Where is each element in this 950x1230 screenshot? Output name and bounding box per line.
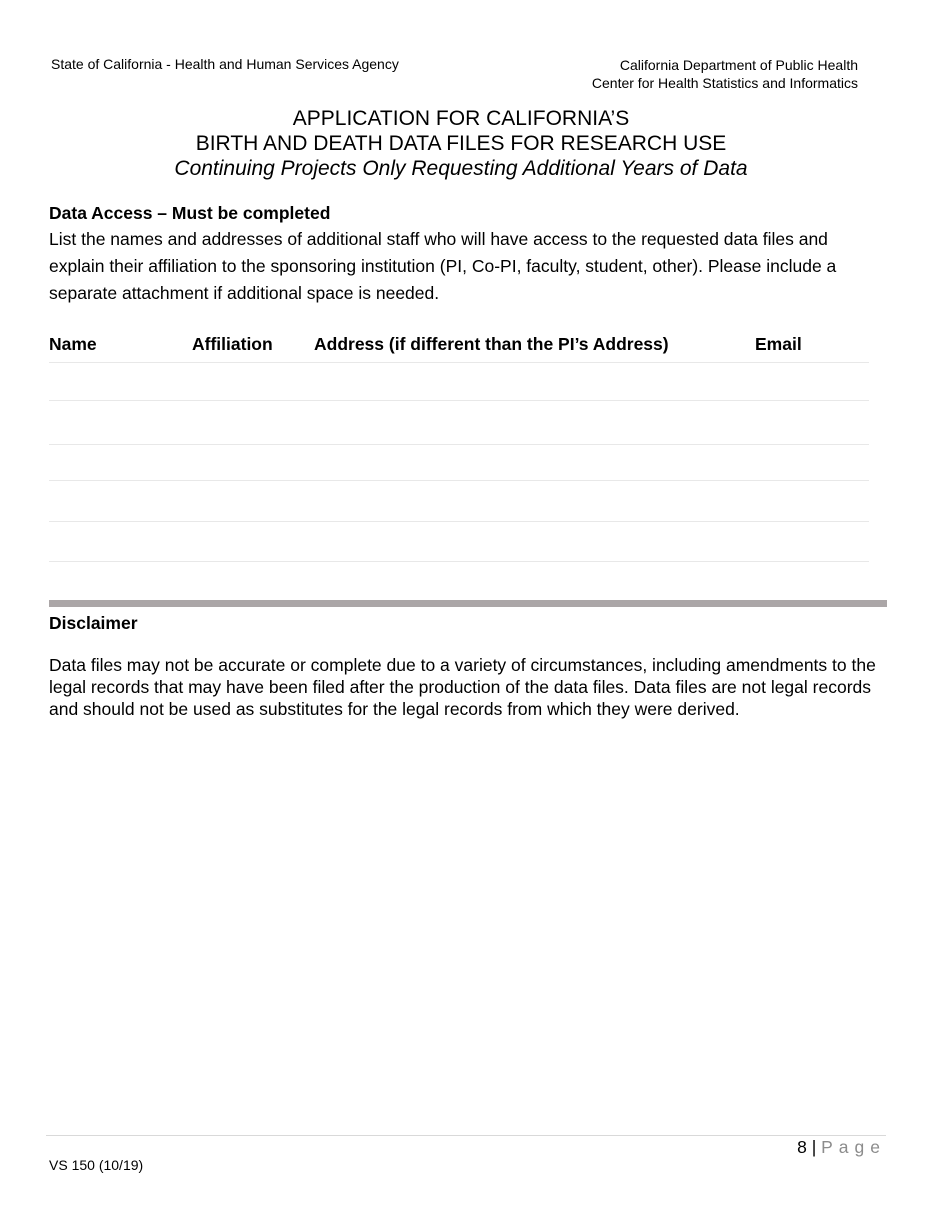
- page-number-value: 8: [797, 1137, 807, 1157]
- table-row[interactable]: [49, 363, 869, 400]
- title-subtitle: Continuing Projects Only Requesting Additional Years of Data: [174, 157, 748, 180]
- data-access-instructions: List the names and addresses of additional staff who will have access to the requested data files and explain their affiliation to the sponsoring institution (PI, Co-PI, faculty, student, other). Please include a separate attachment if additional space is needed.: [49, 229, 837, 303]
- header-department-name: California Department of Public Health: [619, 57, 858, 73]
- column-header-email: Email: [755, 334, 802, 354]
- data-access-heading: Data Access – Must be completed: [49, 203, 331, 223]
- header-department: [592, 56, 858, 92]
- document-title: [0, 106, 922, 181]
- column-header-address: Address (if different than the PI’s Address): [314, 334, 669, 354]
- section-divider: [49, 600, 887, 607]
- header-agency: State of California - Health and Human Services Agency: [51, 56, 399, 72]
- form-code: VS 150 (10/19): [49, 1157, 144, 1173]
- title-line-2: BIRTH AND DEATH DATA FILES FOR RESEARCH USE: [195, 132, 727, 155]
- page-number: [797, 1137, 886, 1158]
- table-row[interactable]: [49, 522, 869, 561]
- table-row[interactable]: [49, 401, 869, 444]
- title-line-1: APPLICATION FOR CALIFORNIA’S: [292, 107, 630, 130]
- column-header-name: Name: [49, 334, 97, 354]
- disclaimer-heading: Disclaimer: [49, 613, 138, 633]
- header-center-name: Center for Health Statistics and Informatics: [591, 75, 858, 91]
- page-number-separator: |: [811, 1137, 817, 1157]
- disclaimer-text: Data files may not be accurate or complete due to a variety of circumstances, including amendments to the legal records that may have been filed after the production of the data files. Data files are not legal records and should not be used as substitutes for the legal records from which they were derived.: [49, 655, 876, 719]
- table-row[interactable]: [49, 445, 869, 480]
- page-word: Page: [821, 1137, 886, 1157]
- table-row-divider: [49, 561, 869, 562]
- table-row[interactable]: [49, 481, 869, 521]
- column-header-affiliation: Affiliation: [192, 334, 273, 354]
- footer-divider: [46, 1135, 886, 1136]
